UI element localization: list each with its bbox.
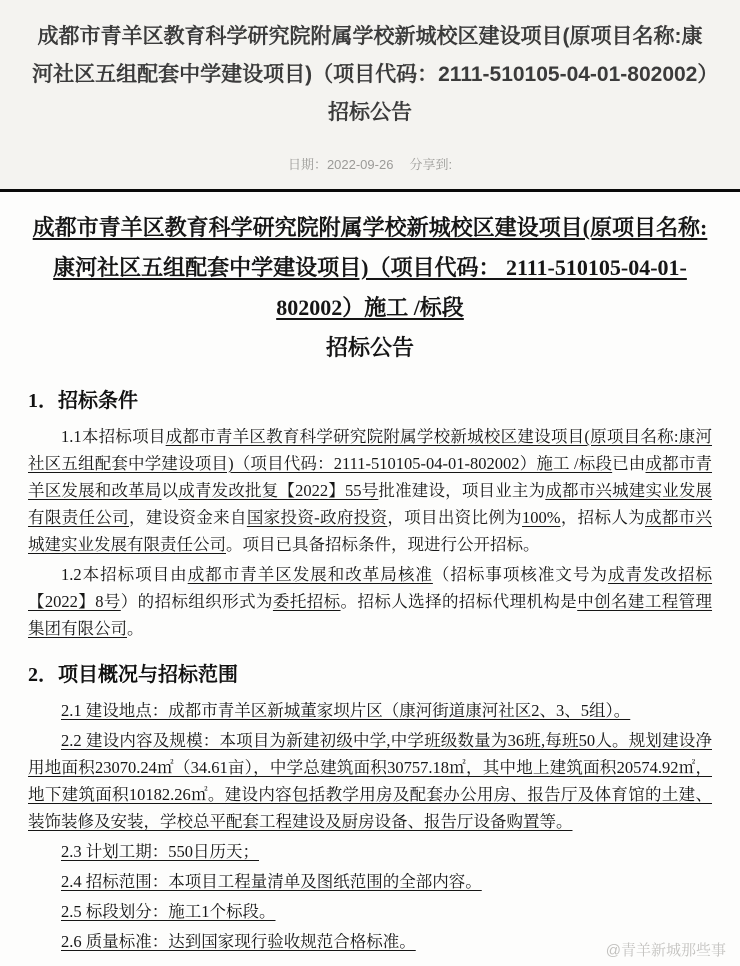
item-2-4: 2.4 招标范围：本项目工程量清单及图纸范围的全部内容。 (61, 872, 482, 891)
document-body (0, 192, 740, 966)
meta-row (28, 154, 712, 189)
item-2-3: 2.3 计划工期：550日历天； (61, 842, 259, 861)
item-2-6: 2.6 质量标准：达到国家现行验收规范合格标准。 (61, 932, 416, 951)
item-2-2: 2.2 建设内容及规模：本项目为新建初级中学,中学班级数量为36班,每班50人。规划建设净用地面积23070.24㎡（34.61亩），中学总建筑面积30757.18㎡，其中地上建筑面积20574.92㎡，地下建筑面积10182.26㎡。建设内容包括教学用房及配套办公用房、报告厅及体育馆的土建、装饰装修及安装，学校总平配套工程建设及厨房设备、报告厅设备购置等。 (28, 731, 712, 831)
paragraph-1-1: 1.1本招标项目成都市青羊区教育科学研究院附属学校新城校区建设项目(原项目名称:康河社区五组配套中学建设项目)（项目代码：2111-510105-04-01-802002）施工 /标段已由成都市青羊区发展和改革局以成青发改批复【2022】55号批准建设，项目业主为成都市兴城建实业发展有限责任公司，建设资金来自国家投资-政府投资，项目出资比例为100%，招标人为成都市兴城建实业发展有限责任公司。项目已具备招标条件，现进行公开招标。 (28, 427, 713, 554)
date-label: 日期：2022-09-26 (287, 157, 394, 172)
watermark: @青羊新城那些事 (605, 942, 726, 959)
document-title (28, 208, 712, 368)
section-2-heading: 2．项目概况与招标范围 (28, 664, 238, 686)
document-title-sub: 招标公告 (325, 335, 414, 360)
page-title: 成都市青羊区教育科学研究院附属学校新城校区建设项目(原项目名称:康河社区五组配套中学建设项目)（项目代码：2111-510105-04-01-802002）招标公告 (32, 25, 708, 124)
item-2-1: 2.1 建设地点：成都市青羊区新城董家坝片区（康河街道康河社区2、3、5组）。 (61, 701, 631, 720)
announcement-header (0, 0, 740, 189)
share-link[interactable]: 分享到: (409, 157, 453, 172)
section-1-heading: 1．招标条件 (28, 390, 138, 412)
document-title-main: 成都市青羊区教育科学研究院附属学校新城校区建设项目(原项目名称:康河社区五组配套中学建设项目)（项目代码： 2111-510105-04-01-802002）施工 /标段 (32, 215, 708, 320)
item-2-5: 2.5 标段划分：施工1个标段。 (61, 902, 276, 921)
paragraph-1-2: 1.2本招标项目由成都市青羊区发展和改革局核准（招标事项核准文号为成青发改招标【2022】8号）的招标组织形式为委托招标。招标人选择的招标代理机构是中创名建工程管理集团有限公司。 (28, 565, 713, 638)
